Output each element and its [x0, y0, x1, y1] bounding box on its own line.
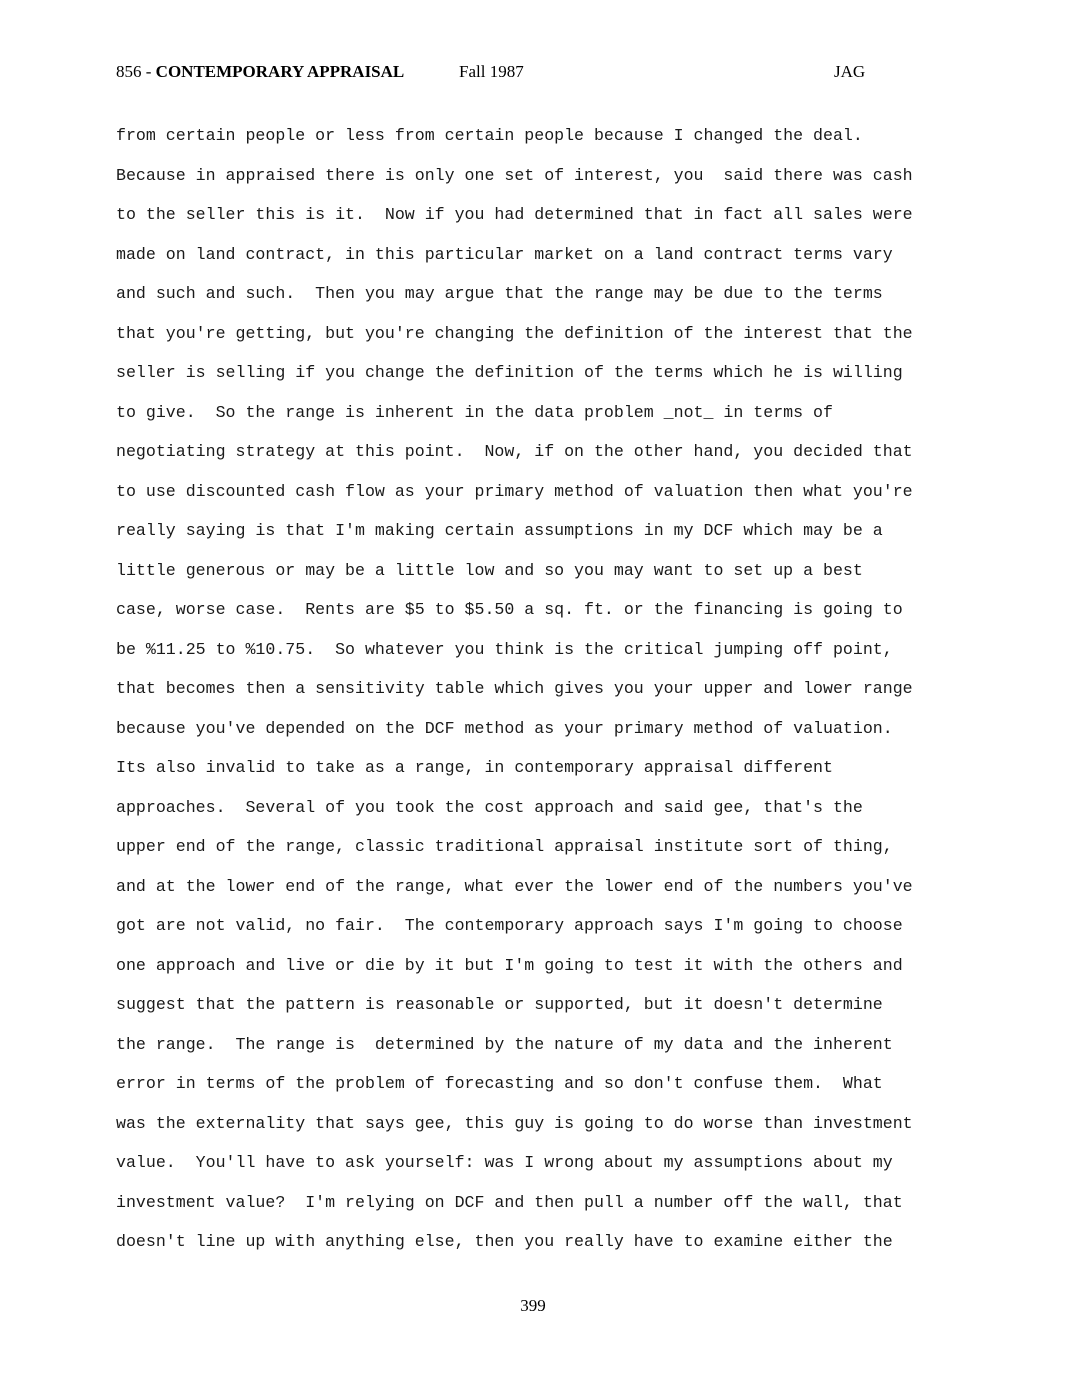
text-line: Because in appraised there is only one set of interest, you said there was cash — [116, 165, 913, 185]
text-line: because you've depended on the DCF method as your primary method of valuation. — [116, 718, 893, 738]
text-line: investment value? I'm relying on DCF and then pull a number off the wall, that — [116, 1192, 903, 1212]
text-line: doesn't line up with anything else, then you really have to examine either the — [116, 1232, 893, 1251]
text-line: Its also invalid to take as a range, in contemporary appraisal different — [116, 758, 833, 777]
text-line: and such and such. Then you may argue that the range may be due to the terms — [116, 284, 883, 303]
text-line: the range. The range is determined by the nature of my data and the inherent — [116, 1034, 893, 1054]
text-line: from certain people or less from certain people because I changed the deal. — [116, 126, 863, 145]
author-initials: JAG — [834, 62, 866, 81]
page-header — [116, 62, 876, 84]
text-line: was the externality that says gee, this guy is going to do worse than investment — [116, 1113, 913, 1133]
course-number: 856 - — [116, 62, 156, 81]
text-line: upper end of the range, classic traditional appraisal institute sort of thing, — [116, 837, 893, 856]
text-line: made on land contract, in this particular market on a land contract terms vary — [116, 244, 893, 264]
course-title: CONTEMPORARY APPRAISAL — [155, 62, 405, 81]
text-line: one approach and live or die by it but I'm going to test it with the others and — [116, 955, 903, 975]
text-line: be %11.25 to %10.75. So whatever you think is the critical jumping off point, — [116, 639, 893, 659]
text-line: to give. So the range is inherent in the data problem _not_ in terms of — [116, 402, 833, 422]
text-line: approaches. Several of you took the cost approach and said gee, that's the — [116, 797, 863, 817]
text-line: that becomes then a sensitivity table which gives you your upper and lower range — [116, 679, 913, 698]
text-line: that you're getting, but you're changing the definition of the interest that the — [116, 323, 913, 343]
text-line: case, worse case. Rents are $5 to $5.50 a sq. ft. or the financing is going to — [116, 600, 903, 619]
text-line: error in terms of the problem of forecasting and so don't confuse them. What — [116, 1074, 883, 1093]
text-line: to use discounted cash flow as your primary method of valuation then what you're — [116, 481, 913, 501]
text-line: suggest that the pattern is reasonable or supported, but it doesn't determine — [116, 995, 883, 1014]
course-heading — [116, 62, 404, 82]
text-line: value. You'll have to ask yourself: was I wrong about my assumptions about my — [116, 1153, 893, 1172]
text-line: to the seller this is it. Now if you had determined that in fact all sales were — [116, 205, 913, 224]
text-line: really saying is that I'm making certain assumptions in my DCF which may be a — [116, 521, 883, 540]
text-line: negotiating strategy at this point. Now, if on the other hand, you decided that — [116, 442, 913, 461]
term-label: Fall 1987 — [459, 62, 524, 81]
text-line: little generous or may be a little low and so you may want to set up a best — [116, 560, 863, 580]
text-line: and at the lower end of the range, what ever the lower end of the numbers you've — [116, 876, 913, 896]
text-line: seller is selling if you change the definition of the terms which he is willing — [116, 363, 903, 382]
page-number: 399 — [520, 1296, 546, 1315]
text-line: got are not valid, no fair. The contemporary approach says I'm going to choose — [116, 916, 903, 935]
transcript-body — [116, 122, 996, 1268]
